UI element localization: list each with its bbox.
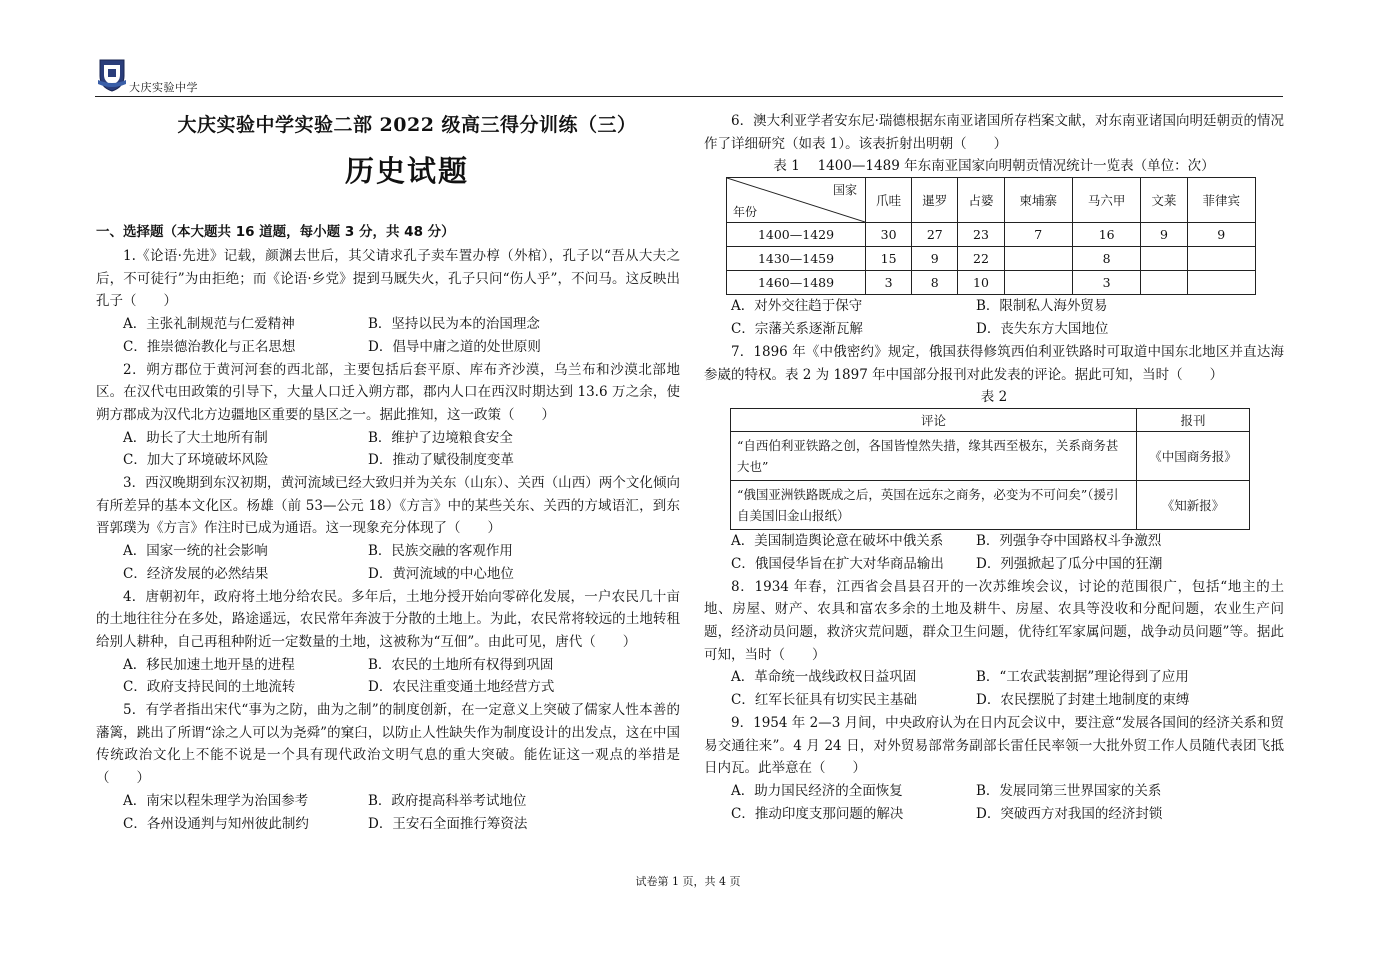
option-b: B．农民的土地所有权得到巩固 [368,656,554,673]
option-a: A．国家一统的社会影响 [123,543,268,560]
option-d: D．农民摆脱了封建土地制度的束缚 [976,692,1190,709]
option-c: C．俄国侵华旨在扩大对华商品输出 [731,555,944,572]
question-stem: 4．唐朝初年，政府将土地分给农民。多年后，土地分授开始向零碎化发展，一户农民几十亩的土地往往分在多处，路途遥远，农民常年奔波于分散的土地上。为此，农民常将较远的土地转租给别人耕种，自己再租种附近一定数量的土地，这被称为“互佃”。由此可见，唐代（ ） [96,588,680,650]
option-c: C．宗藩关系逐渐瓦解 [731,321,863,338]
table-row [731,432,1250,481]
subject-title: 历史试题 [344,154,469,188]
page-footer: 试卷第 1 页，共 4 页 [635,875,741,888]
option-d: D．推动了赋役制度变革 [368,452,514,469]
school-name: 大庆实验中学 [129,81,198,94]
question-3 [96,472,680,586]
value-cell: 7 [1004,223,1072,247]
option-a: A．美国制造舆论意在破坏中俄关系 [731,533,944,550]
value-cell [1004,247,1072,271]
value-cell: 15 [866,247,912,271]
value-cell: 9 [1187,223,1255,247]
option-b: B．维护了边境粮食安全 [368,429,513,446]
source-header: 报刊 [1137,409,1250,432]
country-header: 马六甲 [1072,178,1140,223]
option-b: B．限制私人海外贸易 [976,298,1108,315]
table-row [727,247,1256,271]
school-logo-icon [97,56,127,92]
question-stem: 9．1954 年 2—3 月间，中央政府认为在日内瓦会议中，要注意“发展各国间的经济关系和贸易交通往来”。4 月 24 日，对外贸易部常务副部长雷任民率领一大批外贸工作人员随代表团飞抵日内瓦。此举意在（ ） [704,714,1284,777]
option-c: C．推动印度支那问题的解决 [731,805,904,822]
value-cell: 9 [1141,223,1187,247]
option-a: A．对外交往趋于保守 [731,298,863,315]
period-cell: 1460—1489 [727,271,866,295]
table-row [731,481,1250,530]
comment-cell: “自西伯利亚铁路之创，各国皆惶然失措，缘其西至极东，关系商务甚大也” [731,432,1137,481]
option-c: C．各州设通判与知州彼此制约 [123,815,309,832]
question-8 [704,576,1284,712]
value-cell: 22 [958,247,1004,271]
left-column [96,110,680,835]
question-2 [96,359,680,473]
value-cell [1004,271,1072,295]
option-a: A．助长了大土地所有制 [123,429,268,446]
country-header: 暹罗 [912,178,958,223]
option-d: D．突破西方对我国的经济封锁 [976,805,1163,822]
option-c: C．推崇德治教化与正名思想 [123,338,296,355]
question-7 [704,341,1284,576]
table-2-caption: 表 2 [980,389,1008,406]
question-stem: 7．1896 年《中俄密约》规定，俄国获得修筑西伯利亚铁路时可取道中国东北地区并直达海参崴的特权。表 2 为 1897 年中国部分报刊对此发表的评论。据此可知，当时（ ） [704,343,1284,383]
option-c: C．红军长征具有切实民主基础 [731,692,917,709]
question-5 [96,699,680,835]
question-4 [96,586,680,700]
value-cell: 30 [866,223,912,247]
country-header: 占婆 [958,178,1004,223]
option-c: C．经济发展的必然结果 [123,565,269,582]
country-header: 菲律宾 [1187,178,1255,223]
country-header: 文莱 [1141,178,1187,223]
option-d: D．黄河流域的中心地位 [368,565,514,582]
value-cell [1141,271,1187,295]
value-cell: 23 [958,223,1004,247]
value-cell: 27 [912,223,958,247]
value-cell: 9 [912,247,958,271]
option-c: C．政府支持民间的土地流转 [123,679,296,696]
value-cell [1187,247,1255,271]
option-a: A．革命统一战线政权日益巩固 [731,669,917,686]
diag-top-label: 国家 [832,183,857,198]
value-cell: 8 [912,271,958,295]
question-stem: 5．有学者指出宋代“事为之防，曲为之制”的制度创新，在一定意义上突破了儒家人性本善的藩篱，跳出了所谓“涂之人可以为尧舜”的窠臼，以防止人性缺失作为制度设计的出发点，这在中国传统政治文化上不能不说是一个具有现代政治文明气息的重大突破。能佐证这一观点的举措是（ ） [96,702,680,787]
value-cell: 8 [1072,247,1140,271]
question-stem: 8．1934 年春，江西省会昌县召开的一次苏维埃会议，讨论的范围很广，包括“地主的土地、房屋、财产、农具和富农多余的土地及耕牛、房屋、农具等没收和分配问题，农业生产问题，经济动员问题，救济灾荒问题，群众卫生问题，优待红军家属问题，战争动员问题”等。据此可知，当时（ ） [704,578,1284,663]
question-9 [704,712,1284,826]
option-d: D．农民注重变通土地经营方式 [368,679,555,696]
value-cell [1141,247,1187,271]
question-stem: 2．朔方郡位于黄河河套的西北部，主要包括后套平原、库布齐沙漠，乌兰布和沙漠北部地区。在汉代屯田政策的引导下，大量人口迁入朔方郡，郡内人口在西汉时期达到 13.6 万之余，使朔方郡成为汉代北方边疆地区重要的垦区之一。据此推知，这一政策（ ） [96,361,680,423]
value-cell: 3 [1072,271,1140,295]
table-row [727,271,1256,295]
question-6 [704,110,1284,341]
option-d: D．倡导中庸之道的处世原则 [368,338,541,355]
value-cell: 16 [1072,223,1140,247]
comment-header: 评论 [731,409,1137,432]
option-b: B．民族交融的客观作用 [368,543,513,560]
exam-title: 大庆实验中学实验二部 2022 级高三得分训练（三） [177,114,637,136]
diag-bottom-label: 年份 [733,205,758,220]
question-stem: 1.《论语·先进》记载，颜渊去世后，其父请求孔子卖车置办椁（外棺），孔子以“吾从大夫之后，不可徒行”为由拒绝；而《论语·乡党》提到马厩失火，孔子只问“伤人乎”，不问马。这反映出孔子（ ） [96,248,680,310]
option-d: D．丧失东方大国地位 [976,321,1109,338]
source-cell: 《知新报》 [1137,481,1250,530]
option-a: A．主张礼制规范与仁爱精神 [123,316,295,333]
section-heading: 一、选择题（本大题共 16 道题，每小题 3 分，共 48 分） [96,224,455,240]
right-column [704,110,1284,825]
option-b: B．发展同第三世界国家的关系 [976,782,1162,799]
option-b: B．列强争夺中国路权斗争激烈 [976,533,1162,550]
country-header: 爪哇 [866,178,912,223]
value-cell [1187,271,1255,295]
table-1-caption: 表 1 1400—1489 年东南亚国家向明朝贡情况统计一览表（单位：次） [773,158,1215,175]
option-b: B．“工农武装割据”理论得到了应用 [976,669,1189,686]
option-d: D．列强掀起了瓜分中国的狂潮 [976,555,1163,572]
header-divider [95,96,1283,97]
period-cell: 1400—1429 [727,223,866,247]
option-a: A．南宋以程朱理学为治国参考 [123,792,309,809]
question-stem: 3．西汉晚期到东汉初期，黄河流域已经大致归并为关东（山东）、关西（山西）两个文化倾向有所差异的基本文化区。杨雄（前 53—公元 18）《方言》中的某些关东、关西的方域语汇，到东晋郭璞为《方言》作注时已成为通语。这一现象充分体现了（ ） [96,475,680,537]
country-header: 柬埔寨 [1004,178,1072,223]
source-cell: 《中国商务报》 [1137,432,1250,481]
question-1 [96,245,680,359]
option-b: B．政府提高科举考试地位 [368,792,527,809]
value-cell: 10 [958,271,1004,295]
option-c: C．加大了环境破坏风险 [123,452,269,469]
option-b: B．坚持以民为本的治国理念 [368,316,540,333]
comment-cell: “俄国亚洲铁路既成之后，英国在远东之商务，必变为不可问矣”（援引自美国旧金山报纸） [731,481,1137,530]
page-header [95,52,1283,98]
value-cell: 3 [866,271,912,295]
press-comment-table [730,408,1250,530]
option-a: A．移民加速土地开垦的进程 [123,656,295,673]
tribute-table [726,177,1256,295]
question-stem: 6．澳大利亚学者安东尼·瑞德根据东南亚诸国所存档案文献，对东南亚诸国向明廷朝贡的情况作了详细研究（如表 1）。该表折射出明朝（ ） [704,113,1284,152]
diagonal-header-cell [727,178,866,223]
option-d: D．王安石全面推行筹资法 [368,815,528,832]
period-cell: 1430—1459 [727,247,866,271]
option-a: A．助力国民经济的全面恢复 [731,782,903,799]
table-row [727,223,1256,247]
